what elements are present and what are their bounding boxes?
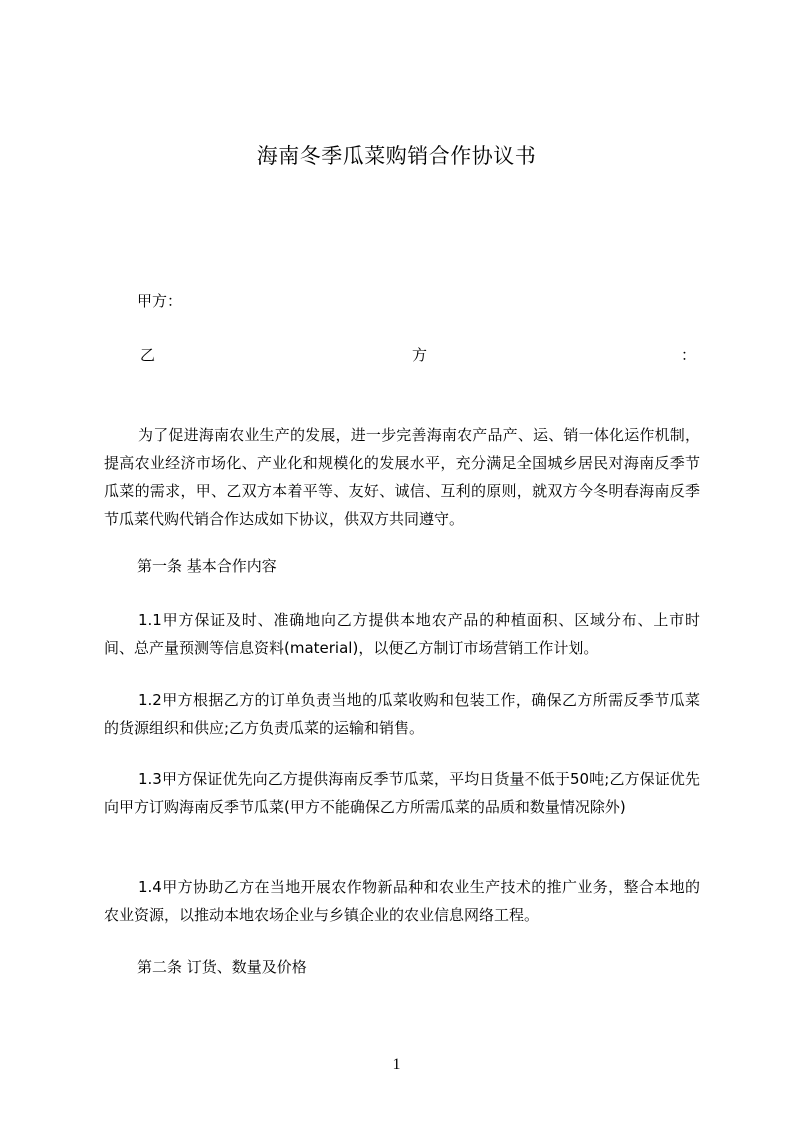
document-title: 海南冬季瓜菜购销合作协议书 xyxy=(256,144,537,168)
party-a-label: 甲方： xyxy=(137,292,183,310)
article-2-heading: 第二条 订货、数量及价格 xyxy=(137,958,307,976)
party-b-line xyxy=(140,344,696,366)
article-1-heading: 第一条 基本合作内容 xyxy=(137,557,277,575)
clause-1-1: 1.1甲方保证及时、准确地向乙方提供本地农产品的种植面积、区域分布、上市时间、总产量预测等信息资料(material)，以便乙方制订市场营销工作计划。 xyxy=(104,611,700,657)
party-b-char-1: 乙 xyxy=(140,346,156,364)
clause-1-3: 1.3甲方保证优先向乙方提供海南反季节瓜菜，平均日货量不低于50吨;乙方保证优先向甲方订购海南反季节瓜菜(甲方不能确保乙方所需瓜菜的品质和数量情况除外) xyxy=(104,770,700,816)
page-number: 1 xyxy=(392,1056,401,1073)
clause-1-2: 1.2甲方根据乙方的订单负责当地的瓜菜收购和包装工作，确保乙方所需反季节瓜菜的货源组织和供应;乙方负责瓜菜的运输和销售。 xyxy=(104,691,700,737)
party-b-colon: ： xyxy=(680,346,696,364)
intro-paragraph: 为了促进海南农业生产的发展，进一步完善海南农产品产、运、销一体化运作机制，提高农业经济市场化、产业化和规模化的发展水平，充分满足全国城乡居民对海南反季节瓜菜的需求，甲、乙双方本着平等、友好、诚信、互利的原则，就双方今冬明春海南反季节瓜菜代购代销合作达成如下协议，供双方共同遵守。 xyxy=(104,426,700,528)
clause-1-4: 1.4甲方协助乙方在当地开展农作物新品种和农业生产技术的推广业务，整合本地的农业资源，以推动本地农场企业与乡镇企业的农业信息网络工程。 xyxy=(104,878,700,924)
party-b-char-2: 方 xyxy=(412,346,428,364)
